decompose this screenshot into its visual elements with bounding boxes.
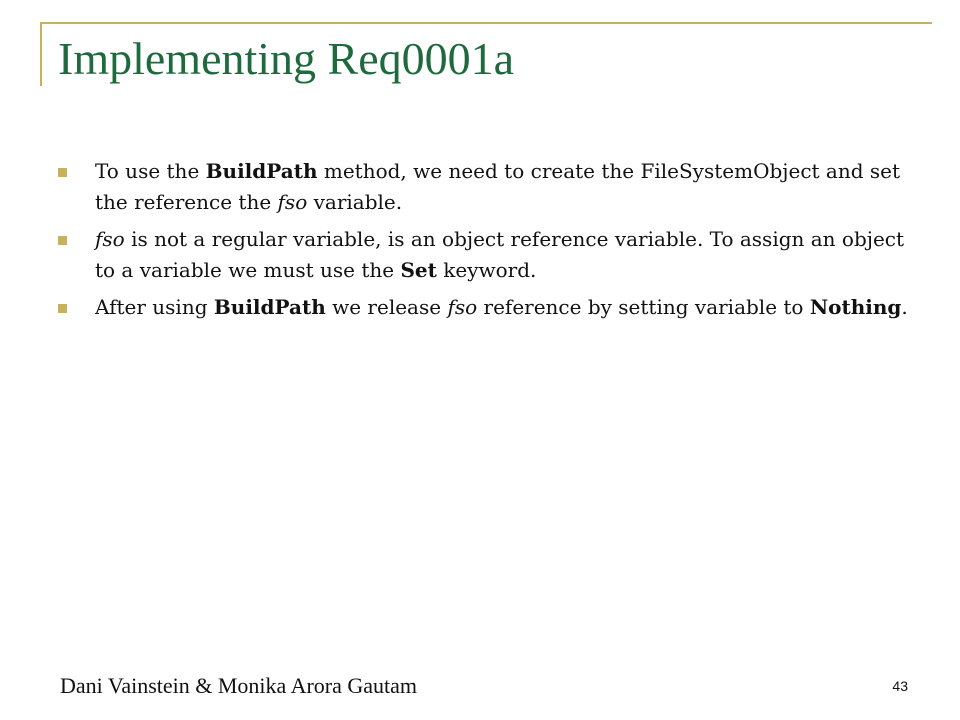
bullet-text-segment: we release [325,295,448,319]
bullet-list [58,156,908,329]
bullet-text-segment-bold: Nothing [809,295,902,319]
frame-top-rule [40,22,932,24]
square-bullet-icon [58,168,67,177]
bullet-text-segment: variable. [307,190,403,214]
bullet-item [58,156,908,218]
bullet-text-segment-bold: BuildPath [213,295,326,319]
bullet-text-segment: After using [95,295,214,319]
bullet-text-segment: is not a regular variable, is an object reference variable. To assign an object to a variable we must use the [95,227,905,282]
bullet-item [58,224,908,286]
square-bullet-icon [58,236,67,245]
footer-author: Dani Vainstein & Monika Arora Gautam [60,673,418,698]
square-bullet-icon [58,304,67,313]
bullet-text-segment-italic: fso [95,227,125,251]
bullet-text-segment-italic: fso [447,295,478,319]
frame-left-rule [40,22,42,86]
bullet-text-segment: . [901,295,908,319]
bullet-text-segment: method, we need to create the FileSystemObject and set the reference the [95,159,901,214]
bullet-text-segment: reference by setting variable to [477,295,810,319]
bullet-text-segment-bold: Set [400,258,437,282]
bullet-item [58,292,908,323]
bullet-text-segment: To use the [95,159,206,183]
bullet-text-segment-italic: fso [277,190,308,214]
bullet-text-segment-bold: BuildPath [205,159,318,183]
page-number: 43 [892,678,908,694]
slide-title: Implementing Req0001a [58,33,515,84]
bullet-text-segment: keyword. [436,258,537,282]
